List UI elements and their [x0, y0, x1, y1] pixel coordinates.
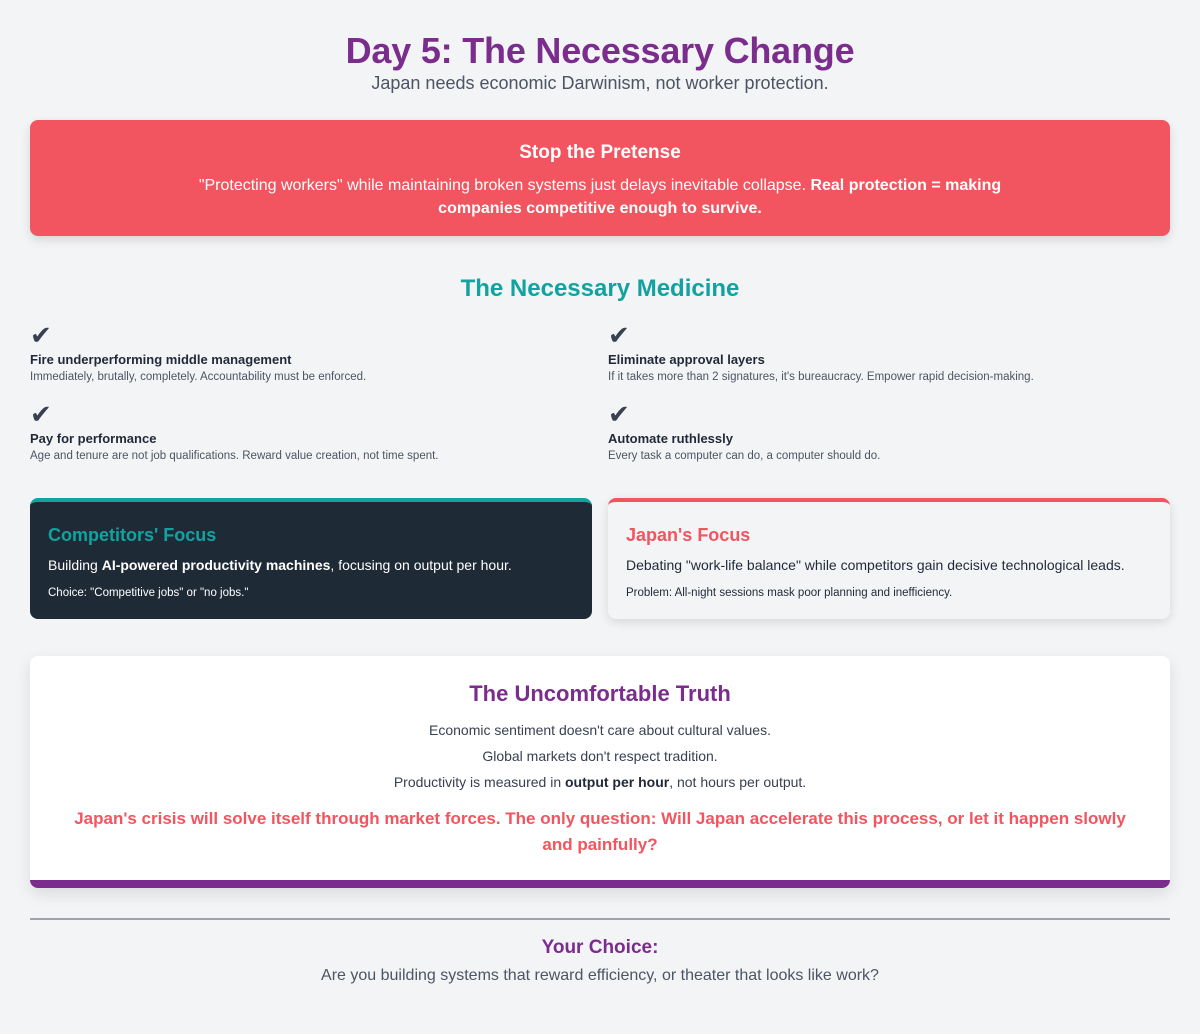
checkmark-icon: ✔ — [608, 320, 630, 350]
medicine-item — [30, 401, 590, 464]
divider — [30, 918, 1170, 920]
truth-line — [30, 774, 1170, 790]
page-subtitle: Japan needs economic Darwinism, not worker protection. — [371, 73, 829, 93]
medicine-item — [608, 322, 1168, 385]
choice-text: Are you building systems that reward efficiency, or theater that looks like work? — [321, 967, 879, 984]
medicine-item-label: Fire underperforming middle management — [30, 352, 292, 367]
card-text — [48, 557, 512, 573]
banner-text-emphasis: Real protection = making companies competitive enough to survive. — [438, 177, 1002, 217]
uncomfortable-truth-panel — [30, 656, 1170, 888]
medicine-item-label: Eliminate approval layers — [608, 352, 765, 367]
medicine-item-desc: Immediately, brutally, completely. Accountability must be enforced. — [30, 371, 367, 383]
truth-title: The Uncomfortable Truth — [469, 681, 731, 706]
choice-title: Your Choice: — [541, 937, 659, 958]
japan-focus-card — [608, 498, 1170, 619]
medicine-title: The Necessary Medicine — [460, 275, 740, 302]
banner-title: Stop the Pretense — [519, 142, 681, 163]
banner-text — [190, 174, 1010, 220]
medicine-item — [608, 401, 1168, 464]
stop-pretense-banner — [30, 120, 1170, 236]
card-text-bold: AI-powered productivity machines — [101, 557, 331, 573]
medicine-item — [30, 322, 590, 385]
truth-line: Global markets don't respect tradition. — [482, 748, 718, 764]
checkmark-icon: ✔ — [608, 399, 630, 429]
medicine-item-label: Automate ruthlessly — [608, 431, 733, 446]
card-text: Debating "work-life balance" while competitors gain decisive technological leads. — [626, 557, 1125, 573]
truth-punchline: Japan's crisis will solve itself through market forces. The only question: Will Japan accelerate this process, or let it happen slowly and painfully? — [74, 809, 1126, 854]
banner-text-plain: "Protecting workers" while maintaining broken systems just delays inevitable collapse. — [198, 177, 811, 194]
truth-line-start: Productivity is measured in — [393, 774, 565, 790]
truth-line: Economic sentiment doesn't care about cultural values. — [429, 722, 771, 738]
card-note: Problem: All-night sessions mask poor planning and inefficiency. — [626, 587, 953, 599]
page-title: Day 5: The Necessary Change — [345, 30, 855, 71]
truth-line-end: , not hours per output. — [669, 774, 807, 790]
checkmark-icon: ✔ — [30, 399, 52, 429]
medicine-item-desc: Every task a computer can do, a computer should do. — [608, 450, 881, 462]
medicine-item-label: Pay for performance — [30, 431, 157, 446]
truth-line-bold: output per hour — [565, 774, 670, 790]
checkmark-icon: ✔ — [30, 320, 52, 350]
card-title: Competitors' Focus — [48, 525, 217, 545]
competitors-focus-card — [30, 498, 592, 619]
card-title: Japan's Focus — [626, 525, 751, 545]
card-note: Choice: "Competitive jobs" or "no jobs." — [48, 587, 249, 599]
card-text-end: , focusing on output per hour. — [330, 557, 512, 573]
medicine-item-desc: If it takes more than 2 signatures, it's bureaucracy. Empower rapid decision-making. — [608, 371, 1034, 383]
card-text-start: Building — [48, 557, 102, 573]
medicine-item-desc: Age and tenure are not job qualifications. Reward value creation, not time spent. — [30, 450, 439, 462]
